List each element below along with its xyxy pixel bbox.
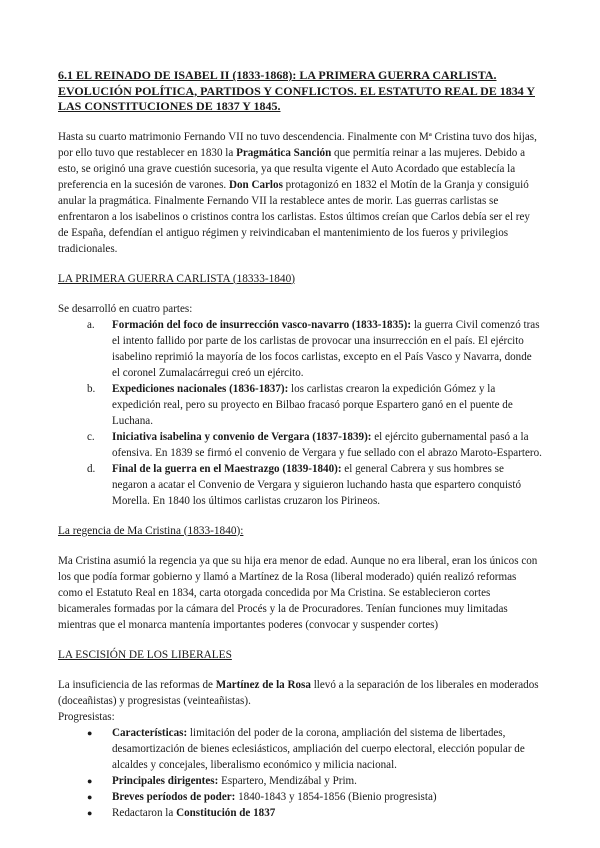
list-item	[87, 725, 542, 773]
list-item-title: Iniciativa isabelina y convenio de Vergara (1837-1839):	[112, 430, 372, 443]
list-marker: b.	[87, 382, 96, 395]
list-item-title: Formación del foco de insurrección vasco-navarro (1833-1835):	[112, 318, 412, 331]
list-item	[87, 773, 542, 789]
list-item-text: el general Cabrera y sus hombres se negaron a acatar el Convenio de Vergara y siguieron luchando hasta que espartero conquistó Morella. En 1840 los últimos carlistas cruzaron los Pirineos.	[112, 462, 521, 507]
list-item	[87, 381, 542, 429]
section-heading-escision: LA ESCISIÓN DE LOS LIBERALES	[58, 648, 232, 661]
list-item	[87, 805, 542, 821]
list-item-title: Expediciones nacionales (1836-1837):	[112, 382, 289, 395]
list-marker: d.	[87, 462, 96, 475]
list-item-text: Espartero, Mendizábal y Prim.	[218, 774, 357, 787]
section-heading-regencia: La regencia de Ma Cristina (1833-1840):	[58, 524, 244, 537]
intro-text-2: que permitía reinar a las mujeres. Debido a esto, se originó una grave cuestión sucesoria, ya que resulta vigente el Auto Acordado que establecía la preferencia en la sucesión de varones.	[58, 146, 526, 191]
bullet-icon: ●	[87, 791, 93, 802]
list-item	[87, 317, 542, 381]
escision-text-1: La insuficiencia de las reformas de	[58, 678, 216, 691]
escision-bold-martinez: Martínez de la Rosa	[215, 678, 311, 691]
list-item-text: los carlistas crearon la expedición Gómez y la expedición real, pero su proyecto en Bilbao fracasó porque Espartero ganó en el puente de Luchana.	[112, 382, 513, 427]
regencia-paragraph: Ma Cristina asumió la regencia ya que su hija era menor de edad. Aunque no era liberal, eran los únicos con los que podía formar gobierno y llamó a Martínez de la Rosa (liberal moderado) quién realizó reformas como el Estatuto Real en 1834, carta otorgada concedida por Ma Cristina. Se establecieron cortes bicamerales formadas por la cámara del Procés y la de Procuradores. Tenían funciones muy limitadas mientras que el monarca mantenía importantes poderes (convocar y suspender cortes)	[58, 554, 538, 631]
escision-paragraph	[58, 677, 542, 709]
list-item	[87, 461, 542, 509]
bullet-icon: ●	[87, 727, 93, 738]
list-item-title: Breves períodos de poder:	[112, 790, 236, 803]
list-item-title: Características:	[112, 726, 188, 739]
list-item-text: 1840-1843 y 1854-1856 (Bienio progresista)	[235, 790, 437, 803]
guerra-lead: Se desarrolló en cuatro partes:	[58, 302, 193, 315]
escision-text-2: llevó a la separación de los liberales en moderados (doceañistas) y progresistas (veinteañistas).	[58, 678, 539, 707]
list-marker: a.	[87, 318, 95, 331]
list-item	[87, 789, 542, 805]
list-marker: c.	[87, 430, 95, 443]
list-item-text: la guerra Civil comenzó tras el intento fallido por parte de los carlistas de provocar una insurrección en el país. El ejército isabelino reprimió la mayoría de los focos carlistas, excepto en el País Vasco y Navarra, donde el coronel Zumalacárregui creó un ejército.	[112, 318, 540, 379]
bullet-icon: ●	[87, 775, 93, 786]
progresistas-list	[58, 725, 542, 821]
intro-paragraph	[58, 129, 542, 257]
section-heading-guerra: LA PRIMERA GUERRA CARLISTA (18333-1840)	[58, 272, 295, 285]
intro-bold-pragmatica: Pragmática Sanción	[236, 146, 332, 159]
list-item-title: Final de la guerra en el Maestrazgo (1839-1840):	[112, 462, 342, 475]
bullet-icon: ●	[87, 807, 93, 818]
intro-text-3: protagonizó en 1832 el Motín de la Granja y consiguió anular la pragmática. Finalmente Fernando VII la restablece antes de morir. Las guerras carlistas se enfrentaron a los isabelinos o cristinos contra los carlistas. Estos últimos creían que Carlos debía ser el rey de España, defendían el antiguo régimen y reivindicaban el mantenimiento de los fueros y privilegios tradicionales.	[58, 178, 530, 255]
list-item-text: Redactaron la	[112, 806, 177, 819]
list-item	[87, 429, 542, 461]
intro-text-1: Hasta su cuarto matrimonio Fernando VII no tuvo descendencia. Finalmente con Mª Cristina tuvo dos hijas, por ello tuvo que restablecer en 1830 la	[58, 130, 537, 159]
list-item-title: Constitución de 1837	[176, 806, 276, 819]
intro-bold-don-carlos: Don Carlos	[228, 178, 283, 191]
page-title: 6.1 EL REINADO DE ISABEL II (1833-1868): LA PRIMERA GUERRA CARLISTA. EVOLUCIÓN POLÍTICA, PARTIDOS Y CONFLICTOS. EL ESTATUTO REAL DE 1834 Y LAS CONSTITUCIONES DE 1837 Y 1845.	[58, 68, 535, 113]
list-item-text: limitación del poder de la corona, ampliación del sistema de libertades, desamortización de bienes eclesiásticos, ampliación del cuerpo electoral, elección popular de alcaldes y concejales, liberalismo económico y milicia nacional.	[112, 726, 525, 771]
guerra-phases-list	[58, 317, 542, 509]
list-item-text: el ejército gubernamental pasó a la ofensiva. En 1839 se firmó el convenio de Vergara y fue sellado con el abrazo Maroto-Espartero.	[112, 430, 542, 459]
progresistas-label: Progresistas:	[58, 710, 115, 723]
list-item-title: Principales dirigentes:	[112, 774, 219, 787]
